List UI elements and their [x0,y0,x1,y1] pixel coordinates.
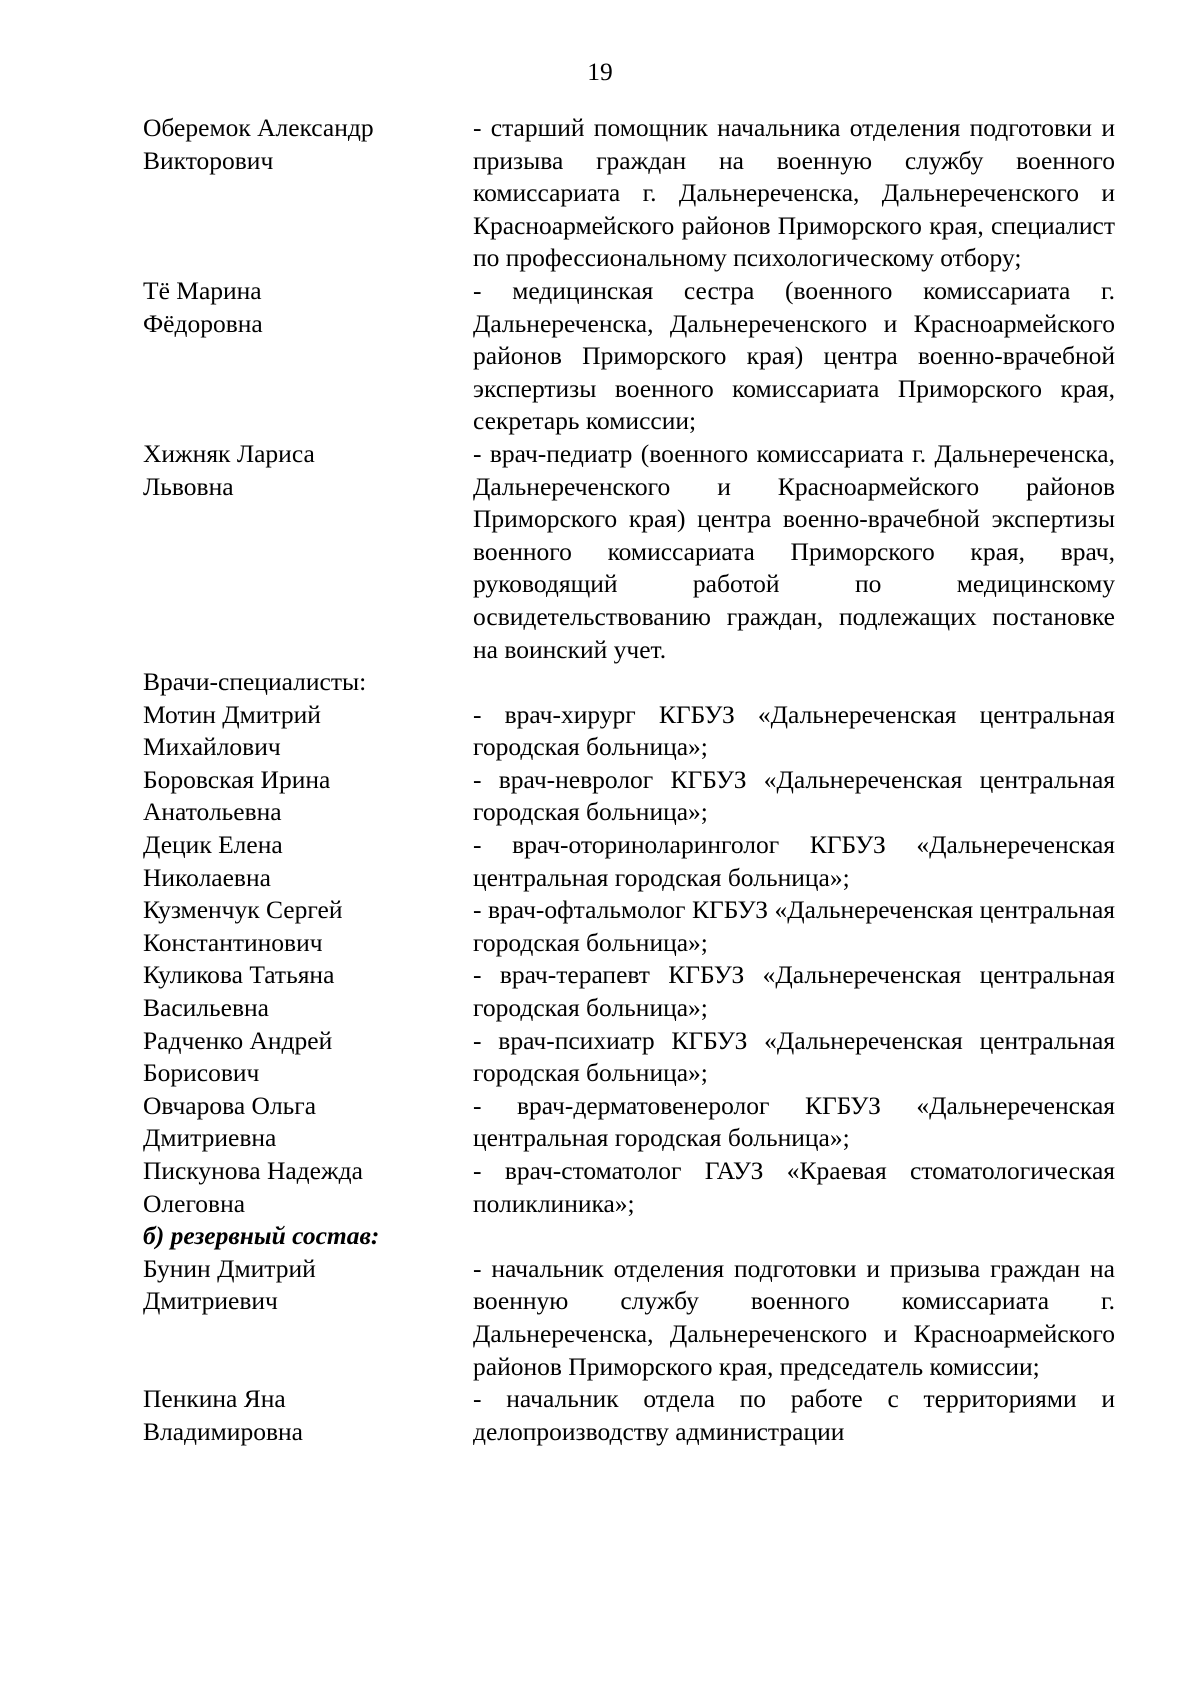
reserve-heading: б) резервный состав: [143,1221,380,1251]
person-position: - врач-дерматовенеролог КГБУЗ «Дальнереченская центральная городская больница»; [473,1090,1115,1153]
list-item [143,829,1115,894]
person-name: Радченко Андрей Борисович [143,1025,333,1088]
person-position: - старший помощник начальника отделения подготовки и призыва граждан на военную службу военного комиссариата г. Дальнереченска, Дальнереченского и Красноармейского районов Приморского края, специалист по профессиональному психологическому отбору; [473,113,1115,273]
person-position: - врач-психиатр КГБУЗ «Дальнереченская центральная городская больница»; [473,1025,1115,1088]
person-position: - врач-хирург КГБУЗ «Дальнереченская центральная городская больница»; [473,699,1115,762]
list-item [143,275,1115,438]
list-item [143,1253,1115,1383]
person-name: Мотин Дмитрий Михайлович [143,699,321,762]
person-name: Куликова Татьяна Васильевна [143,960,335,1023]
person-name: Оберемок Александр Викторович [143,113,374,175]
list-item [143,1383,1115,1448]
page-number: 19 [587,57,613,86]
person-position: - начальник отделения подготовки и призыва граждан на военную службу военного комиссариата г. Дальнереченска, Дальнереченского и Красноармейского районов Приморского края, председатель комиссии; [473,1253,1115,1381]
person-position: - врач-невролог КГБУЗ «Дальнереченская центральная городская больница»; [473,764,1115,827]
person-name: Кузменчук Сергей Константинович [143,895,343,957]
person-name: Бунин Дмитрий Дмитриевич [143,1253,316,1316]
person-name: Пенкина Яна Владимировна [143,1384,303,1446]
list-item [143,1090,1115,1155]
person-name: Хижняк Лариса Львовна [143,438,315,501]
person-name: Тё Марина Фёдоровна [143,275,263,338]
commission-list [143,112,1115,1448]
list-item [143,438,1115,666]
specialists-heading: Врачи-специалисты: [143,667,367,697]
list-item [143,894,1115,959]
person-name: Овчарова Ольга Дмитриевна [143,1090,317,1153]
list-item [143,1155,1115,1220]
person-name: Децик Елена Николаевна [143,830,283,892]
list-item [143,699,1115,764]
person-position: - врач-стоматолог ГАУЗ «Краевая стоматологическая поликлиника»; [473,1156,1115,1218]
list-item [143,112,1115,275]
person-position: - врач-терапевт КГБУЗ «Дальнереченская центральная городская больница»; [473,960,1115,1023]
list-item [143,959,1115,1024]
person-position: - начальник отдела по работе с территориями и делопроизводству администрации [473,1384,1115,1446]
list-item [143,1025,1115,1090]
person-position: - медицинская сестра (военного комиссариата г. Дальнереченска, Дальнереченского и Красноармейского районов Приморского края) центра военно-врачебной экспертизы военного комиссариата Приморского края, секретарь комиссии; [473,275,1115,436]
person-position: - врач-офтальмолог КГБУЗ «Дальнереченская центральная городская больница»; [473,895,1115,957]
person-position: - врач-оториноларинголог КГБУЗ «Дальнереченская центральная городская больница»; [473,830,1115,892]
list-item [143,764,1115,829]
person-position: - врач-педиатр (военного комиссариата г. Дальнереченска, Дальнереченского и Красноармейского районов Приморского края) центра военно-врачебной экспертизы военного комиссариата Приморского края, врач, руководящий работой по медицинскому освидетельствованию граждан, подлежащих постановке на воинский учет. [473,438,1115,664]
person-name: Боровская Ирина Анатольевна [143,764,331,827]
person-name: Пискунова Надежда Олеговна [143,1156,363,1218]
